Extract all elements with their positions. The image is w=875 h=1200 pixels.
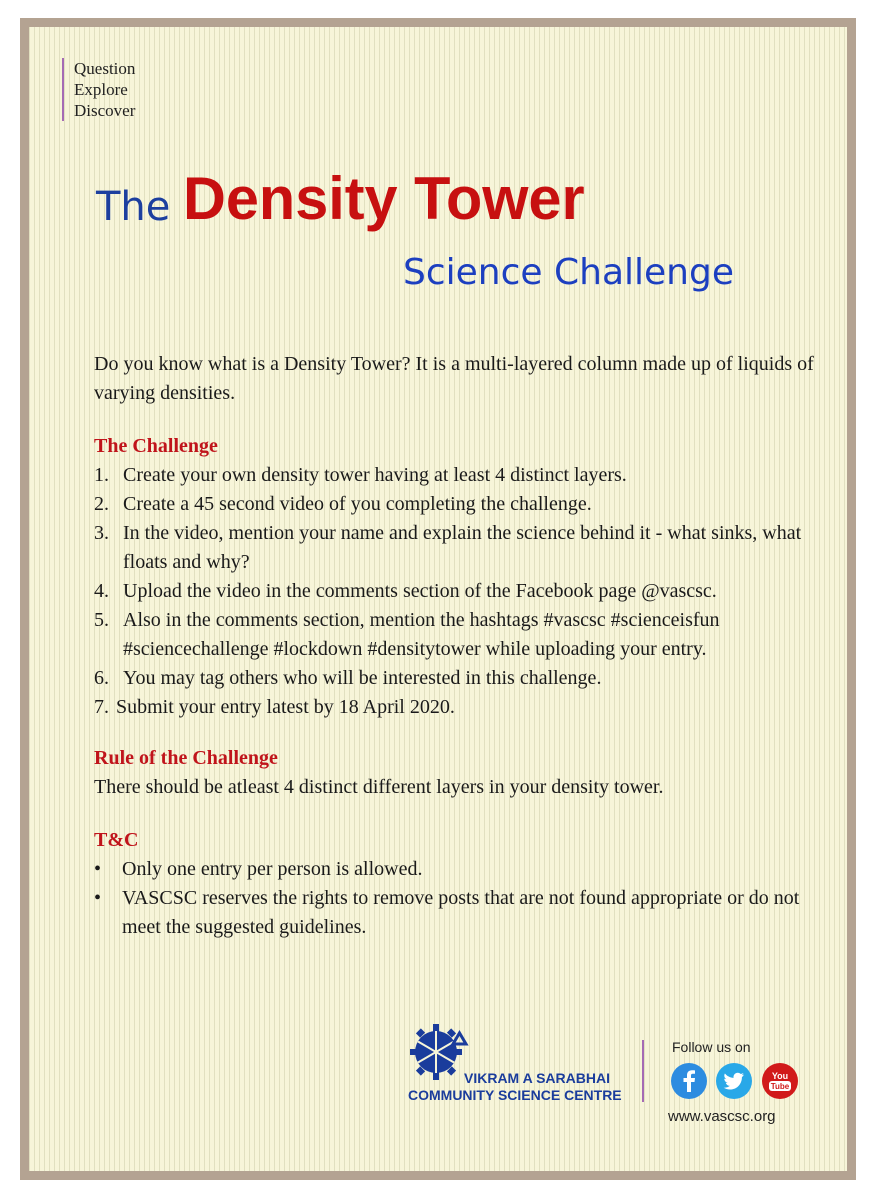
list-number: 5. xyxy=(94,609,109,631)
org-name-line2: COMMUNITY SCIENCE CENTRE xyxy=(408,1087,622,1103)
org-name-line1: VIKRAM A SARABHAI xyxy=(464,1070,610,1086)
list-item xyxy=(94,884,814,942)
list-item xyxy=(94,461,814,490)
list-item-text: Create your own density tower having at least 4 distinct layers. xyxy=(123,464,627,486)
youtube-icon[interactable] xyxy=(761,1062,799,1100)
list-item xyxy=(94,490,814,519)
facebook-icon[interactable] xyxy=(670,1062,708,1100)
follow-label: Follow us on xyxy=(672,1039,751,1055)
rule-text: There should be atleast 4 distinct different layers in your density tower. xyxy=(94,776,664,798)
bullet-icon: • xyxy=(94,887,102,909)
list-item-text: Submit your entry latest by 18 April 2020. xyxy=(116,696,455,718)
tagline-line: Explore xyxy=(74,80,128,99)
list-number: 6. xyxy=(94,667,109,689)
list-item xyxy=(94,519,814,577)
list-item-text: In the video, mention your name and explain the science behind it - what sinks, what floats and why? xyxy=(123,522,802,573)
footer-divider xyxy=(642,1040,644,1102)
page-subtitle: Science Challenge xyxy=(403,252,734,293)
tagline xyxy=(62,58,135,121)
list-item-text: You may tag others who will be interested in this challenge. xyxy=(123,667,602,689)
tagline-line: Question xyxy=(74,59,136,78)
tagline-line: Discover xyxy=(74,101,136,120)
list-number: 1. xyxy=(94,464,109,486)
website-link[interactable]: www.vascsc.org xyxy=(668,1108,776,1125)
list-item-text: Only one entry per person is allowed. xyxy=(122,858,423,880)
challenge-list xyxy=(94,461,814,722)
rule-heading: Rule of the Challenge xyxy=(94,747,278,769)
bullet-icon: • xyxy=(94,858,102,880)
title-prefix: The xyxy=(96,184,171,230)
tnc-list xyxy=(94,855,814,942)
list-number: 4. xyxy=(94,580,109,602)
intro-text: Do you know what is a Density Tower? It is a multi-layered column made up of liquids of varying densities. xyxy=(94,353,814,404)
org-name xyxy=(408,1070,648,1104)
list-item-text: Create a 45 second video of you completing the challenge. xyxy=(123,493,592,515)
tnc-heading: T&C xyxy=(94,829,139,851)
rule-section xyxy=(94,744,814,802)
poster-body xyxy=(94,350,814,942)
youtube-label-top: You xyxy=(771,1071,789,1081)
list-number: 3. xyxy=(94,522,109,544)
list-item xyxy=(94,606,814,664)
youtube-label-bottom: Tube xyxy=(770,1082,790,1091)
list-item-text: VASCSC reserves the rights to remove posts that are not found appropriate or do not meet the suggested guidelines. xyxy=(122,887,800,938)
list-item xyxy=(94,693,814,722)
list-item-text: Also in the comments section, mention the hashtags #vascsc #scienceisfun #sciencechallenge #lockdown #densitytower while uploading your entry. xyxy=(123,609,720,660)
twitter-icon[interactable] xyxy=(715,1062,753,1100)
challenge-heading: The Challenge xyxy=(94,435,218,457)
list-item-text: Upload the video in the comments section of the Facebook page @vascsc. xyxy=(123,580,717,602)
list-item xyxy=(94,855,814,884)
list-item xyxy=(94,577,814,606)
page-title: Density Tower xyxy=(183,165,585,232)
list-number: 2. xyxy=(94,493,109,515)
list-number: 7. xyxy=(94,696,109,718)
list-item xyxy=(94,664,814,693)
